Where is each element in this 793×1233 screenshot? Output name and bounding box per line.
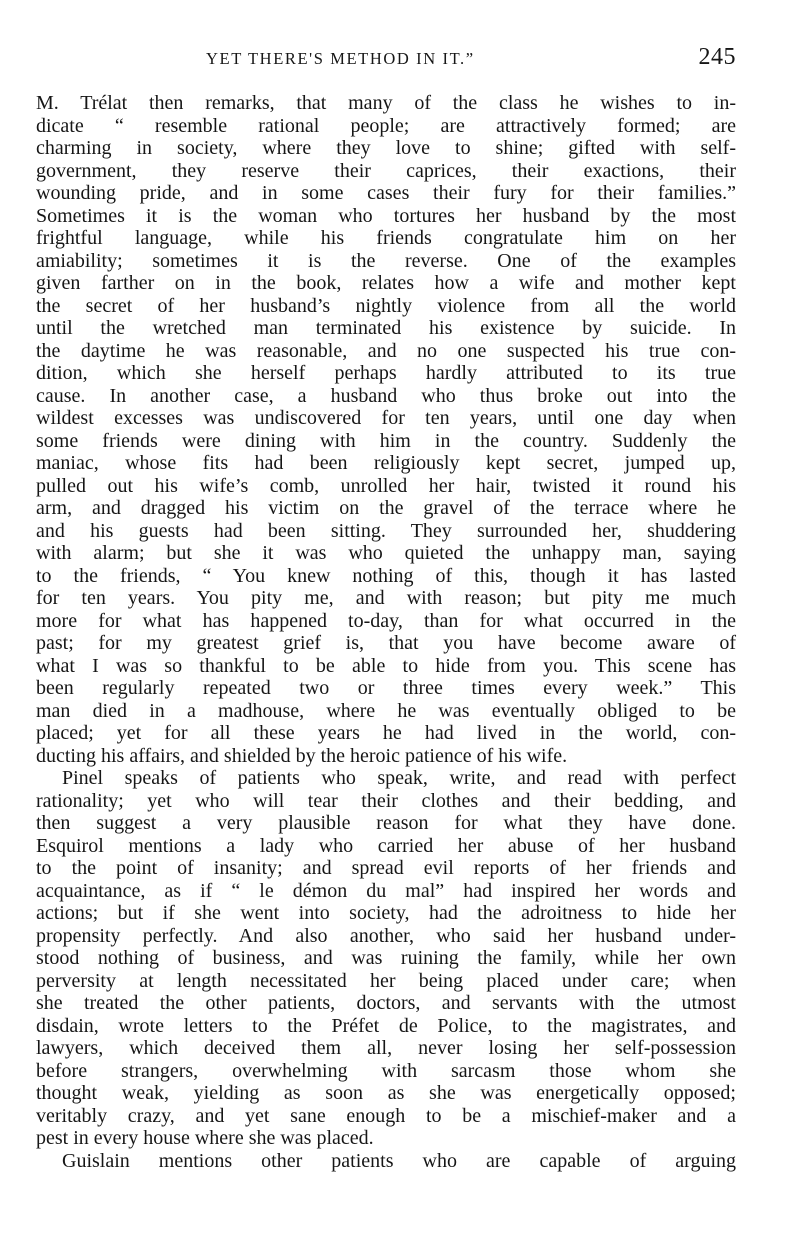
text-line: frightful language, while his friends congratulate him on her	[36, 227, 736, 249]
text-line: Pinel speaks of patients who speak, write, and read with perfect	[62, 767, 736, 789]
book-page	[36, 40, 736, 1172]
running-title: YET THERE'S METHOD IN IT.”	[206, 49, 475, 68]
running-head	[36, 40, 736, 78]
text-line: stood nothing of business, and was ruining the family, while her own	[36, 947, 736, 969]
text-line: before strangers, overwhelming with sarcasm those whom she	[36, 1059, 736, 1082]
text-line: disdain, wrote letters to the Préfet de Police, to the magistrates, and	[36, 1014, 736, 1037]
text-line: lawyers, which deceived them all, never losing her self-possession	[36, 1037, 736, 1059]
text-line: rationality; yet who will tear their clothes and their bedding, and	[36, 789, 736, 812]
text-line: more for what has happened to-day, than for what occurred in the	[36, 609, 736, 632]
text-line: maniac, whose fits had been religiously kept secret, jumped up,	[36, 452, 736, 474]
text-line: Sometimes it is the woman who tortures her husband by the most	[36, 204, 736, 227]
text-line: to the point of insanity; and spread evil reports of her friends and	[36, 857, 736, 879]
page-number: 245	[698, 44, 736, 70]
text-line: dicate “ resemble rational people; are attractively formed; are	[36, 114, 736, 137]
text-line: actions; but if she went into society, had the adroitness to hide her	[36, 902, 736, 924]
text-line: propensity perfectly. And also another, who said her husband under-	[36, 924, 736, 947]
text-line: wildest excesses was undiscovered for ten years, until one day when	[36, 407, 736, 429]
text-line: acquaintance, as if “ le démon du mal” had inspired her words and	[36, 879, 736, 902]
text-line: the daytime he was reasonable, and no one suspected his true con-	[36, 339, 736, 362]
text-line: veritably crazy, and yet sane enough to be a mischief-maker and a	[36, 1104, 736, 1127]
text-line: government, they reserve their caprices, their exactions, their	[36, 159, 736, 182]
text-line: to the friends, “ You knew nothing of this, though it has lasted	[36, 564, 736, 587]
text-line: she treated the other patients, doctors, and servants with the utmost	[36, 992, 736, 1014]
text-line: and his guests had been sitting. They surrounded her, shuddering	[36, 519, 736, 542]
text-line: the secret of her husband’s nightly violence from all the world	[36, 294, 736, 317]
text-line: for ten years. You pity me, and with reason; but pity me much	[36, 587, 736, 609]
text-line: wounding pride, and in some cases their fury for their families.”	[36, 182, 736, 204]
text-line: dition, which she herself perhaps hardly attributed to its true	[36, 362, 736, 384]
body-text	[36, 92, 736, 1172]
text-line: Esquirol mentions a lady who carried her abuse of her husband	[36, 834, 736, 857]
text-line: then suggest a very plausible reason for what they have done.	[36, 812, 736, 834]
text-line: with alarm; but she it was who quieted the unhappy man, saying	[36, 542, 736, 564]
text-line: pulled out his wife’s comb, unrolled her hair, twisted it round his	[36, 474, 736, 497]
text-line: thought weak, yielding as soon as she was energetically opposed;	[36, 1082, 736, 1104]
text-line: placed; yet for all these years he had lived in the world, con-	[36, 722, 736, 744]
text-line: charming in society, where they love to shine; gifted with self-	[36, 137, 736, 159]
text-line: been regularly repeated two or three times every week.” This	[36, 677, 736, 699]
text-line: until the wretched man terminated his existence by suicide. In	[36, 317, 736, 339]
text-line: perversity at length necessitated her being placed under care; when	[36, 969, 736, 992]
text-line: some friends were dining with him in the country. Suddenly the	[36, 429, 736, 452]
text-line: arm, and dragged his victim on the gravel of the terrace where he	[36, 497, 736, 519]
text-line: man died in a madhouse, where he was eventually obliged to be	[36, 699, 736, 722]
text-line: what I was so thankful to be able to hide from you. This scene has	[36, 654, 736, 677]
text-line: ducting his affairs, and shielded by the heroic patience of his wife.	[36, 744, 568, 767]
text-line: pest in every house where she was placed.	[36, 1127, 374, 1149]
text-line: given farther on in the book, relates how a wife and mother kept	[36, 272, 736, 294]
text-line: past; for my greatest grief is, that you have become aware of	[36, 632, 736, 654]
text-line: M. Trélat then remarks, that many of the class he wishes to in-	[36, 92, 736, 114]
text-line: cause. In another case, a husband who thus broke out into the	[36, 384, 736, 407]
text-line: amiability; sometimes it is the reverse. One of the examples	[36, 249, 736, 272]
text-line: Guislain mentions other patients who are capable of arguing	[62, 1149, 736, 1172]
